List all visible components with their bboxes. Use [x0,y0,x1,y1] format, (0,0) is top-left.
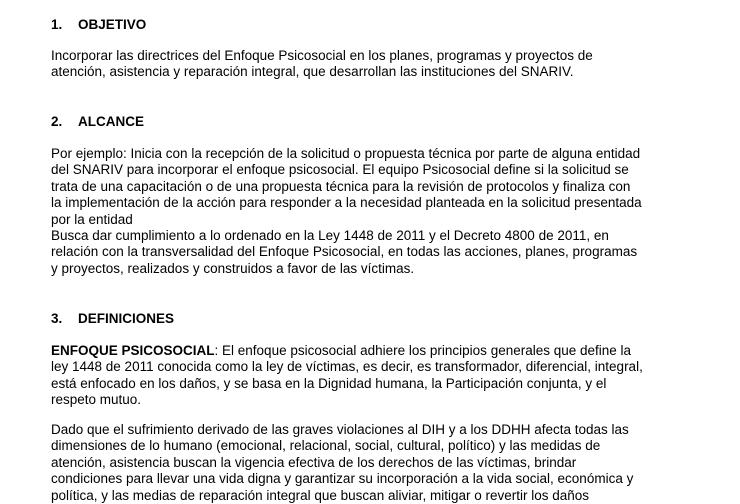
section-number: 3. [51,311,63,326]
text-line: condiciones para llevar una vida digna y garantizar su incorporación a la vida social, económica y [51,471,634,487]
text-line: Por ejemplo: Inicia con la recepción de la solicitud o propuesta técnica por parte de alguna entidad [51,146,641,161]
definicion-enfoque-paragraph [51,343,662,409]
text-line: trata de una capacitación o de una propuesta técnica para la revisión de protocolos y finaliza con [51,178,631,194]
text-line: atención, asistencia buscan la vigencia efectiva de los derechos de las víctimas, brindar [51,454,577,470]
objetivo-paragraph [51,48,662,81]
text-line: ley 1448 de 2011 conocida como la ley de víctimas, es decir, es transformador, diferencial, integral, [51,359,643,375]
text-line: por la entidad [51,211,133,227]
text-line: relación con la transversalidad del Enfoque Psicosocial, en todas las acciones, planes, programas [51,244,638,260]
text-line: Incorporar las directrices del Enfoque Psicosocial en los planes, programas y proyectos de [51,48,593,63]
section-number: 2. [51,114,63,129]
text-line [51,343,662,359]
section-heading-alcance [51,114,144,130]
section-number: 1. [51,17,63,32]
text-line: la implementación de la acción para responder a la necesidad planteada en la solicitud presentada [51,195,642,211]
text-line: está enfocado en los daños, y se basa en la Dignidad humana, la Participación conjunta, y el [51,375,607,391]
text-line: y proyectos, realizados y construidos a favor de las víctimas. [51,260,415,276]
text-line: del SNARIV para incorporar el enfoque psicosocial. El equipo Psicosocial define si la solicitud se [51,162,629,178]
section-title: OBJETIVO [78,17,147,32]
definition-text: : El enfoque psicosocial adhiere los principios generales que define la [214,343,632,358]
defined-term: ENFOQUE PSICOSOCIAL [51,343,215,358]
text-line: atención, asistencia y reparación integral, que desarrollan las instituciones del SNARIV. [51,64,574,80]
text-line: Dado que el sufrimiento derivado de las graves violaciones al DIH y a los DDHH afecta todas las [51,422,629,437]
definicion-detalle-paragraph [51,422,662,504]
section-title: DEFINICIONES [78,311,175,326]
alcance-paragraph [51,146,662,277]
section-heading-definiciones [51,311,174,327]
section-title: ALCANCE [78,114,144,129]
text-line: Busca dar cumplimiento a lo ordenado en la Ley 1448 de 2011 y el Decreto 4800 de 2011, en [51,228,609,244]
text-line: dimensiones de lo humano (emocional, relacional, social, cultural, político) y las medidas de [51,438,601,454]
text-line: política, y las medias de reparación integral que buscan aliviar, mitigar o revertir los daños [51,487,590,503]
text-line: respeto mutuo. [51,392,142,408]
section-heading-objetivo [51,17,146,33]
